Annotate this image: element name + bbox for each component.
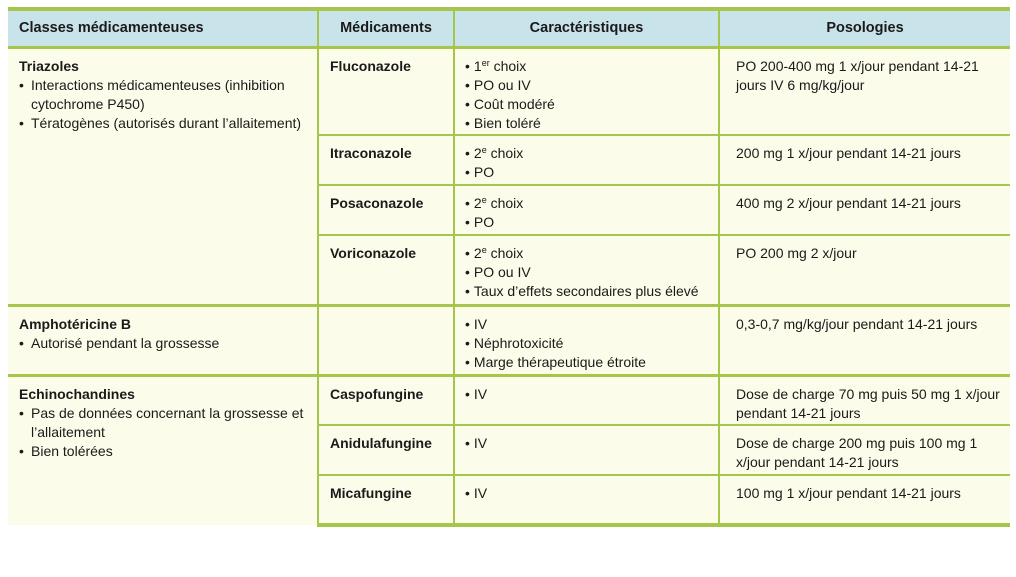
feature-item: • Taux d’effets secondaires plus élevé	[465, 283, 699, 299]
drug-name: Fluconazole	[318, 47, 454, 135]
table-row	[8, 375, 1010, 425]
header-drugs: Médicaments	[318, 9, 454, 47]
drug-characteristics	[454, 185, 719, 235]
drug-class-triazoles	[8, 47, 318, 305]
drug-class-amphotericin	[8, 305, 318, 375]
drug-dosage: 100 mg 1 x/jour pendant 14-21 jours	[719, 475, 1010, 525]
drug-name: Caspofungine	[318, 375, 454, 425]
header-dosages: Posologies	[719, 9, 1010, 47]
header-row	[8, 9, 1010, 47]
drug-characteristics	[454, 375, 719, 425]
feature-item: • PO	[465, 214, 495, 230]
drug-dosage: PO 200-400 mg 1 x/jour pendant 14-21 jours IV 6 mg/kg/jour	[719, 47, 1010, 135]
drug-name: Itraconazole	[318, 135, 454, 185]
feature-item: • 2e choix	[465, 145, 524, 161]
header-drug-classes: Classes médicamenteuses	[8, 9, 318, 47]
feature-item: • IV	[465, 385, 488, 402]
drug-dosage: PO 200 mg 2 x/jour	[719, 235, 1010, 305]
drug-characteristics	[454, 425, 719, 475]
drug-dosage: Dose de charge 70 mg puis 50 mg 1 x/jour pendant 14-21 jours	[719, 375, 1010, 425]
class-title: Triazoles	[19, 57, 79, 74]
class-note: • Tératogènes (autorisés durant l’allaitement)	[19, 114, 302, 131]
feature-item: • Coût modéré	[465, 95, 555, 112]
feature-item: • PO ou IV	[465, 264, 531, 280]
class-note: • Interactions médicamenteuses (inhibition cytochrome P450)	[19, 76, 285, 112]
class-note: • Pas de données concernant la grossesse et l’allaitement	[19, 404, 304, 440]
drug-name: Posaconazole	[318, 185, 454, 235]
feature-item: • 2e choix	[465, 195, 524, 211]
drug-dosage: 200 mg 1 x/jour pendant 14-21 jours	[719, 135, 1010, 185]
drug-characteristics	[454, 305, 719, 375]
antifungal-drugs-table	[8, 7, 1010, 527]
drug-dosage: 400 mg 2 x/jour pendant 14-21 jours	[719, 185, 1010, 235]
drug-characteristics	[454, 475, 719, 525]
drug-dosage: Dose de charge 200 mg puis 100 mg 1 x/jour pendant 14-21 jours	[719, 425, 1010, 475]
class-note: • Autorisé pendant la grossesse	[19, 334, 220, 351]
drug-characteristics	[454, 235, 719, 305]
class-title: Amphotéricine B	[19, 315, 132, 332]
drug-dosage: 0,3-0,7 mg/kg/jour pendant 14-21 jours	[719, 305, 1010, 375]
feature-item: • IV	[465, 485, 488, 501]
drug-name: Voriconazole	[318, 235, 454, 305]
feature-item: • IV	[465, 435, 488, 451]
drug-class-echinocandins	[8, 375, 318, 525]
feature-item: • IV	[465, 315, 488, 332]
antifungal-table-container	[8, 7, 1010, 572]
feature-item: • 1er choix	[465, 57, 527, 74]
drug-name: Anidulafungine	[318, 425, 454, 475]
header-characteristics: Caractéristiques	[454, 9, 719, 47]
table-row	[8, 47, 1010, 135]
table-row	[8, 305, 1010, 375]
class-note: • Bien tolérées	[19, 442, 113, 459]
feature-item: • PO	[465, 164, 495, 180]
drug-name: Micafungine	[318, 475, 454, 525]
feature-item: • Néphrotoxicité	[465, 334, 564, 351]
drug-name	[318, 305, 454, 375]
feature-item: • Bien toléré	[465, 114, 541, 131]
drug-characteristics	[454, 47, 719, 135]
feature-item: • Marge thérapeutique étroite	[465, 353, 646, 370]
feature-item: • 2e choix	[465, 245, 524, 261]
drug-characteristics	[454, 135, 719, 185]
feature-item: • PO ou IV	[465, 76, 531, 93]
class-title: Echinochandines	[19, 385, 135, 402]
